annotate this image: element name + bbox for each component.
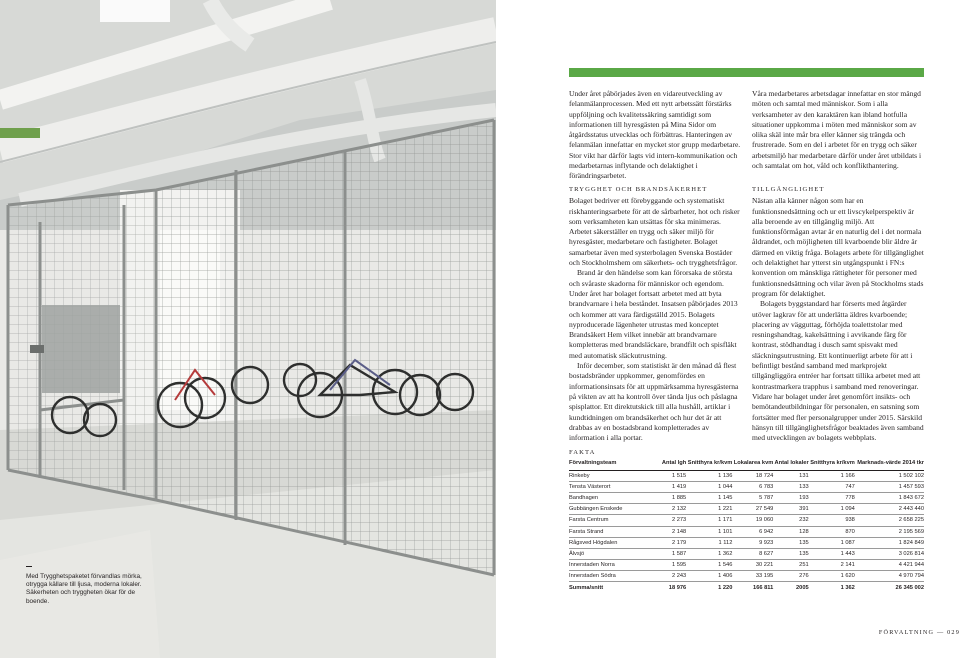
table-cell-value: 2 148 xyxy=(661,526,686,537)
fakta-table-body xyxy=(569,470,924,593)
left-section-paragraph: Inför december, som statistiskt är den månad då flest bostadsbränder uppkommer, genomfördes en informationsinsats för att uppmärksamma hyresgästerna på vikten av att ha kontroll över tända ljus och påslagna spisplattor. Ett direktutskick till alla hushåll, artiklar i kundtidningen om brandsäkerhet och hur det är att drabbas av en bostadsbrand kompletterades av information i alla portar. xyxy=(569,361,739,443)
left-intro-paragraph: Under året påbörjades även en vidareutveckling av felanmälanprocessen. Med ett nytt arbetssätt förstärks uppföljning och kvalitetssäkring samtidigt som informationen till hyresgästen på Mina Sidor om åtgärdsstatus utvecklas och förbättras. Hanteringen av felanmälan innefattar en mycket stor grupp medarbetare. Stor vikt har därför lagts vid intern-kommunikation och medarbetarnas inflytande och delaktighet i förändringsarbetet. xyxy=(569,89,741,181)
table-cell-team: Gubbängen Enskede xyxy=(569,504,661,515)
header-lokalarea: Lokalarea kvm xyxy=(732,460,773,470)
table-cell-value: 18 724 xyxy=(732,470,773,481)
table-cell-value: 131 xyxy=(773,470,808,481)
table-cell-value: 5 787 xyxy=(732,492,773,503)
table-cell-value: 2 243 xyxy=(661,571,686,582)
table-row xyxy=(569,560,924,571)
caption-dash xyxy=(26,566,32,567)
page-folio: FÖRVALTNING — 029 xyxy=(878,629,960,636)
table-cell-value: 2 658 225 xyxy=(855,515,924,526)
table-cell-value: 128 xyxy=(773,526,808,537)
table-cell-value: 870 xyxy=(809,526,855,537)
table-cell-value: 1 620 xyxy=(809,571,855,582)
table-cell-value: 1 515 xyxy=(661,470,686,481)
table-row xyxy=(569,548,924,559)
table-cell-team: Farsta Centrum xyxy=(569,515,661,526)
table-cell-value: 1 595 xyxy=(661,560,686,571)
table-cell-value: 1 112 xyxy=(686,537,732,548)
table-cell-team: Innerstaden Norra xyxy=(569,560,661,571)
table-cell-value: 1 587 xyxy=(661,548,686,559)
table-cell-value: 2 132 xyxy=(661,504,686,515)
table-cell-team: Tensta Västerort xyxy=(569,481,661,492)
table-cell-value: 193 xyxy=(773,492,808,503)
table-cell-value: 1 885 xyxy=(661,492,686,503)
table-cell-value: 1 044 xyxy=(686,481,732,492)
table-cell-value: 1 145 xyxy=(686,492,732,503)
table-cell-value: 276 xyxy=(773,571,808,582)
total-value: 166 811 xyxy=(732,582,773,593)
table-cell-value: 1 221 xyxy=(686,504,732,515)
header-snitthyra-lokal: Snitthyra kr/kvm xyxy=(809,460,855,470)
table-cell-value: 1 443 xyxy=(809,548,855,559)
table-cell-team: Rågsved Högdalen xyxy=(569,537,661,548)
table-cell-value: 4 970 794 xyxy=(855,571,924,582)
table-row xyxy=(569,481,924,492)
table-cell-value: 1 457 593 xyxy=(855,481,924,492)
header-forvaltningsteam: Förvaltningsteam xyxy=(569,460,661,470)
table-cell-value: 1 136 xyxy=(686,470,732,481)
table-cell-value: 232 xyxy=(773,515,808,526)
table-cell-value: 1 502 102 xyxy=(855,470,924,481)
table-cell-value: 2 443 440 xyxy=(855,504,924,515)
table-cell-team: Rinkeby xyxy=(569,470,661,481)
fakta-title: FAKTA xyxy=(569,449,596,456)
table-cell-value: 2 273 xyxy=(661,515,686,526)
table-cell-value: 19 060 xyxy=(732,515,773,526)
table-cell-value: 8 627 xyxy=(732,548,773,559)
table-cell-value: 391 xyxy=(773,504,808,515)
header-snitthyra-bostad: Snitthyra kr/kvm xyxy=(686,460,732,470)
table-cell-value: 3 026 814 xyxy=(855,548,924,559)
table-cell-value: 1 171 xyxy=(686,515,732,526)
table-cell-value: 30 221 xyxy=(732,560,773,571)
table-cell-value: 33 195 xyxy=(732,571,773,582)
table-cell-value: 1 166 xyxy=(809,470,855,481)
table-cell-value: 778 xyxy=(809,492,855,503)
table-cell-value: 6 942 xyxy=(732,526,773,537)
table-cell-value: 9 923 xyxy=(732,537,773,548)
right-section xyxy=(752,185,924,443)
table-cell-team: Farsta Strand xyxy=(569,526,661,537)
photo-caption xyxy=(26,566,144,606)
table-cell-value: 1 087 xyxy=(809,537,855,548)
left-section-paragraph: Bolaget bedriver ett förebyggande och systematiskt riskhanteringsarbete för att de sårbarheter, hot och risker som verksamheten kan utsättas för ska minimeras. Arbetet säkerställer en trygg och säker miljö för hyresgäster, medarbetare och fastigheter. Bolaget samarbetar även med systerbolagen Svenska Bostäder och Stockholmshem om säkerhets- och trygghetsfrågor. xyxy=(569,196,740,268)
table-row xyxy=(569,526,924,537)
fakta-header-row xyxy=(569,460,924,470)
table-cell-team: Innerstaden Södra xyxy=(569,571,661,582)
total-value: 26 345 002 xyxy=(855,582,924,593)
table-row xyxy=(569,470,924,481)
table-row xyxy=(569,571,924,582)
total-value: 2005 xyxy=(773,582,808,593)
table-cell-value: 1 362 xyxy=(686,548,732,559)
table-cell-value: 6 783 xyxy=(732,481,773,492)
table-cell-value: 2 195 569 xyxy=(855,526,924,537)
left-section-paragraph: Brand är den händelse som kan förorsaka de största och svåraste skadorna för människor och egendom. Under året har bolaget fortsatt arbetet med att byta brandvarnare i hela beståndet. Insatsen påbörjades 2013 och kommer att vara färdigställd 2015. Bolagets nyproducerade lägenheter utrustas med konceptet Brandsäkert Hem vilket innebär att brandvarnare kompletteras med brandsläckare, brandfilt och spisfläkt med automatisk släckutrustning. xyxy=(569,268,738,360)
total-value: 1 362 xyxy=(809,582,855,593)
right-section-paragraph: Bolagets byggstandard har förserts med åtgärder utöver lagkrav för att underlätta äldres kvarboende; placering av vägguttag, förhöjda toalettstolar med resningshandtag, kakelsättning i avvikande färg för kontrast, stödhandtag i dusch samt spisvakt med släckningsutrustning. Ett kontinuerligt arbete för att i befintligt bestånd samband med markprojekt tillgängliggöra entréer har fortsatt tillika arbetet med att kontrastmarkera trapphus i samband med renoveringar. Vidare har bolaget under året genomfört insikts- och bemötandeutbildningar för personalen, en satsning som fortsätter med fler personalgrupper under 2015. Särskild hänsyn till tillgänglighetsfrågor beaktades även samband med utvecklingen av bolagets webbplats. xyxy=(752,299,924,443)
total-value: 1 220 xyxy=(686,582,732,593)
table-cell-value: 1 843 672 xyxy=(855,492,924,503)
table-cell-value: 2 179 xyxy=(661,537,686,548)
table-cell-value: 27 549 xyxy=(732,504,773,515)
section-heading-trygghet: TRYGGHET OCH BRANDSÄKERHET xyxy=(569,186,708,193)
right-column xyxy=(752,89,924,171)
table-cell-value: 2 141 xyxy=(809,560,855,571)
table-cell-value: 1 406 xyxy=(686,571,732,582)
accent-bar xyxy=(569,68,924,77)
header-antal-lgh: Antal lgh xyxy=(661,460,686,470)
table-cell-value: 4 421 944 xyxy=(855,560,924,571)
table-cell-value: 747 xyxy=(809,481,855,492)
table-row xyxy=(569,515,924,526)
table-cell-value: 1 094 xyxy=(809,504,855,515)
table-cell-value: 135 xyxy=(773,537,808,548)
table-cell-team: Bandhagen xyxy=(569,492,661,503)
table-cell-value: 1 419 xyxy=(661,481,686,492)
table-row xyxy=(569,492,924,503)
table-row xyxy=(569,504,924,515)
table-cell-value: 1 546 xyxy=(686,560,732,571)
table-cell-team: Älvsjö xyxy=(569,548,661,559)
left-section xyxy=(569,185,741,443)
left-column xyxy=(569,89,741,182)
header-antal-lokaler: Antal lokaler xyxy=(773,460,808,470)
section-heading-tillganglighet: TILLGÄNGLIGHET xyxy=(752,186,825,193)
photo-caption-text: Med Trygghetspaketet förvandlas mörka, otrygga källare till ljusa, moderna lokaler. Säkerheten och tryggheten ökar för de boende. xyxy=(26,573,142,605)
table-cell-value: 938 xyxy=(809,515,855,526)
table-row xyxy=(569,537,924,548)
total-value: 18 976 xyxy=(661,582,686,593)
table-cell-value: 135 xyxy=(773,548,808,559)
table-cell-value: 133 xyxy=(773,481,808,492)
right-intro-paragraph: Våra medarbetares arbetsdagar innefattar en stor mängd möten och samtal med människor. Som i alla verksamheter av den karaktären kan ibland hotfulla situationer uppkomma i möten med människor som av olika skäl inte mår bra eller känner sig trängda och frustrerade. Som en del i arbetet för en trygg och säker arbetsmiljö har medarbetare därför under året utbildats i och samtalat om hot, våld och konflikthantering. xyxy=(752,89,922,171)
header-marknadsvarde: Marknads-värde 2014 tkr xyxy=(855,460,924,470)
table-cell-value: 251 xyxy=(773,560,808,571)
table-cell-value: 1 824 849 xyxy=(855,537,924,548)
table-cell-value: 1 101 xyxy=(686,526,732,537)
right-section-paragraph: Nästan alla känner någon som har en funktionsnedsättning och ur ett livscykelperspektiv är alla beroende av en tillgänglig miljö. Att funktionsförmågan avtar är en naturlig del i det normala åldrandet, och möjligheten till kvarboende blir äldre är därmed en viktig fråga. Bolagets arbete för tillgänglighet och delaktighet har ytterst sin utgångspunkt i FN:s konvention om mänskliga rättigheter för personer med funktionsnedsättning och vilar även på Stockholms stads program för delaktighet. xyxy=(752,196,924,298)
fakta-table xyxy=(569,460,924,593)
table-total-row xyxy=(569,582,924,593)
total-label: Summa/snitt xyxy=(569,582,661,593)
